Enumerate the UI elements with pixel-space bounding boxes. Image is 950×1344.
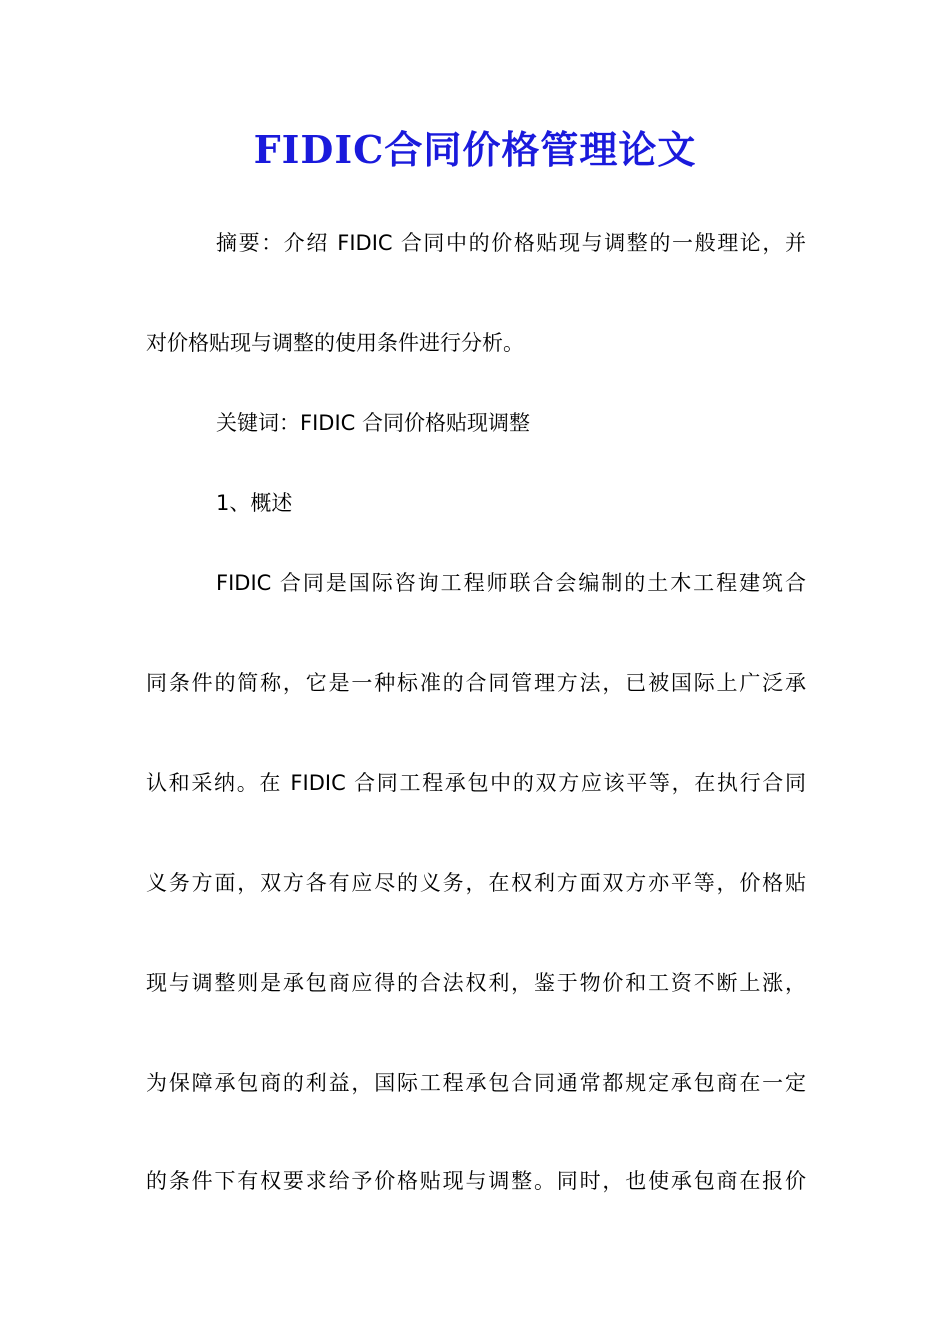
body-line-1: FIDIC 合同是国际咨询工程师联合会编制的土木工程建筑合 (216, 571, 806, 595)
body-line-7: 的条件下有权要求给予价格贴现与调整。同时，也使承包商在报价 (146, 1169, 806, 1193)
body-line-5: 现与调整则是承包商应得的合法权利，鉴于物价和工资不断上涨， (146, 971, 806, 995)
body-line-6: 为保障承包商的利益，国际工程承包合同通常都规定承包商在一定 (146, 1071, 806, 1095)
abstract-line-2: 对价格贴现与调整的使用条件进行分析。 (146, 331, 524, 355)
body-line-2: 同条件的简称，它是一种标准的合同管理方法，已被国际上广泛承 (146, 671, 806, 695)
body-line-3: 认和采纳。在 FIDIC 合同工程承包中的双方应该平等，在执行合同 (146, 771, 806, 795)
keywords-line: 关键词：FIDIC 合同价格贴现调整 (216, 411, 530, 435)
body-line-4: 义务方面，双方各有应尽的义务，在权利方面双方亦平等，价格贴 (146, 871, 806, 895)
section-heading-overview: 1、概述 (216, 491, 293, 515)
document-title: FIDIC合同价格管理论文 (253, 127, 697, 172)
abstract-line-1: 摘要：介绍 FIDIC 合同中的价格贴现与调整的一般理论，并 (216, 231, 806, 255)
